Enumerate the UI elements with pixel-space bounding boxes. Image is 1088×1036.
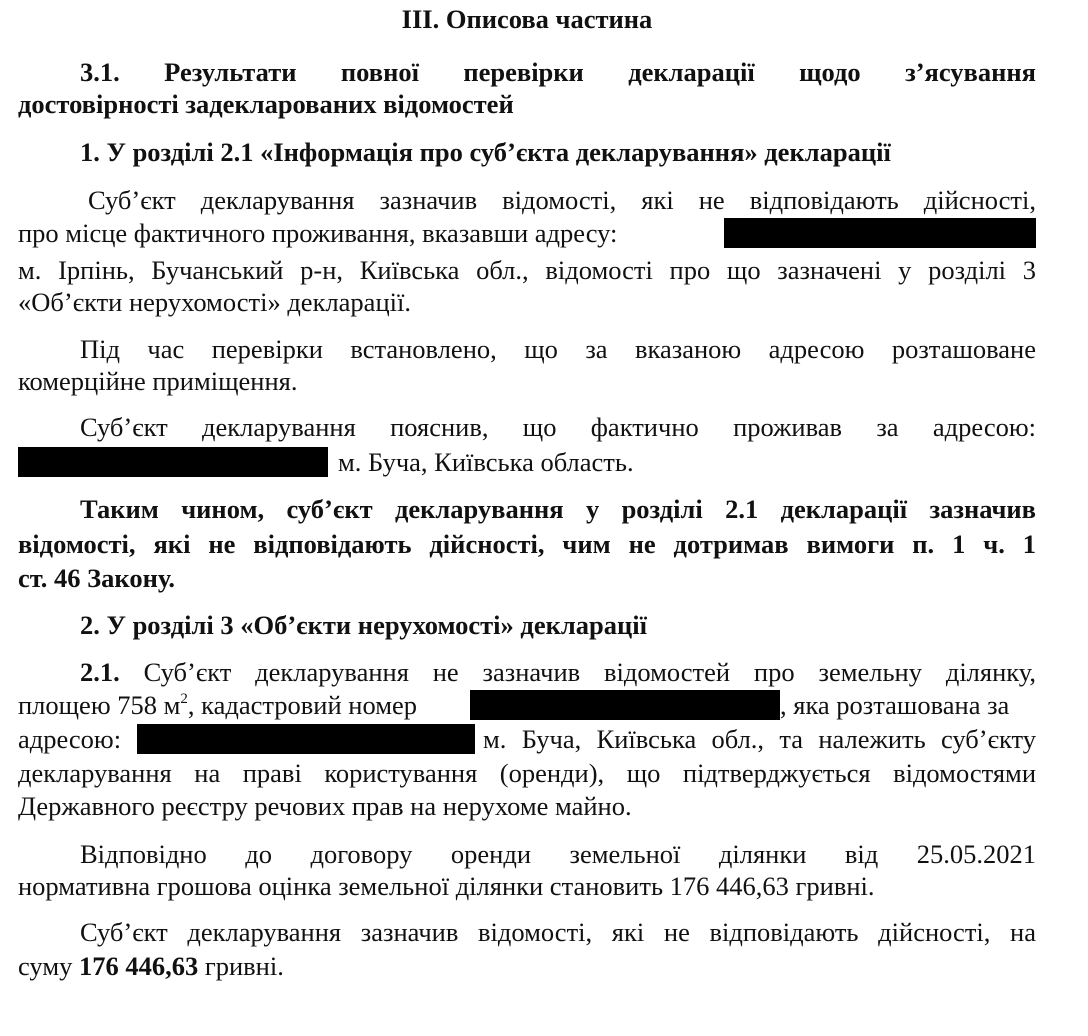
p5-number: 2.1. xyxy=(80,657,120,687)
p1-line-2 xyxy=(18,216,1036,250)
p5-line-2-area: площею 758 м xyxy=(18,690,181,720)
p7-line-2 xyxy=(18,949,1036,983)
p6-line-1: Відповідно до договору оренди земельної ділянки від 25.05.2021 xyxy=(80,839,1036,869)
item-2-title: 2. У розділі 3 «Об’єкти нерухомості» декларації xyxy=(80,610,647,640)
p5-line-2-location: , яка розташована за xyxy=(780,690,1010,720)
p5-line-3-text: м. Буча, Київська обл., та належить суб’єкту xyxy=(483,724,1036,754)
redacted-address-3 xyxy=(137,724,475,754)
subsection-3-1-line-2: достовірності задекларованих відомостей xyxy=(18,89,514,119)
section-heading: ІІІ. Описова частина xyxy=(401,4,653,34)
p5-line-5: Державного реєстру речових прав на нерухоме майно. xyxy=(18,791,632,821)
p5-line-4: декларування на праві користування (оренди), що підтверджується відомостями xyxy=(18,758,1036,788)
p4-line-2: відомості, які не відповідають дійсності, чим не дотримав вимоги п. 1 ч. 1 xyxy=(18,529,1036,559)
p4-line-1: Таким чином, суб’єкт декларування у розділі 2.1 декларації зазначив xyxy=(80,494,1036,524)
p7-line-1: Суб’єкт декларування зазначив відомості, які не відповідають дійсності, на xyxy=(80,917,1036,947)
p7-sum-prefix: суму xyxy=(18,951,79,981)
p5-line-1 xyxy=(18,655,1036,689)
redacted-address-1 xyxy=(724,218,1036,248)
p5-line-3 xyxy=(18,722,1036,756)
p1-line-1: Суб’єкт декларування зазначив відомості, які не відповідають дійсності, xyxy=(88,185,1036,215)
p4-line-3: ст. 46 Закону. xyxy=(18,563,176,593)
p3-line-1: Суб’єкт декларування пояснив, що фактично проживав за адресою: xyxy=(80,412,1036,442)
p2-line-1: Під час перевірки встановлено, що за вказаною адресою розташоване xyxy=(80,334,1036,364)
p1-line-4: «Об’єкти нерухомості» декларації. xyxy=(18,287,411,317)
p7-sum-suffix: гривні. xyxy=(198,951,284,981)
p2-line-2: комерційне приміщення. xyxy=(18,366,298,396)
p1-line-2-text: про місце фактичного проживання, вказавши адресу: xyxy=(18,218,618,248)
p5-area-superscript: 2 xyxy=(180,691,188,707)
redacted-cadastral-number xyxy=(470,690,780,720)
p5-line-1-text: Суб’єкт декларування не зазначив відомостей про земельну ділянку, xyxy=(119,657,1036,687)
subsection-3-1-line-1: 3.1. Результати повної перевірки декларації щодо з’ясування xyxy=(80,57,1036,87)
redacted-address-2 xyxy=(18,447,328,477)
p3-line-2-text: м. Буча, Київська область. xyxy=(338,447,634,477)
p1-line-3: м. Ірпінь, Бучанський р-н, Київська обл., відомості про що зазначені у розділі 3 xyxy=(18,255,1036,285)
p5-line-2-cadastral: , кадастровий номер xyxy=(187,690,417,720)
p7-sum-amount: 176 446,63 xyxy=(78,951,199,981)
p6-line-2: нормативна грошова оцінка земельної ділянки становить 176 446,63 гривні. xyxy=(18,871,875,901)
p5-line-3-prefix: адресою: xyxy=(18,724,122,754)
item-1-title: 1. У розділі 2.1 «Інформація про суб’єкта декларування» декларації xyxy=(80,137,891,167)
p5-line-2 xyxy=(18,688,1036,722)
